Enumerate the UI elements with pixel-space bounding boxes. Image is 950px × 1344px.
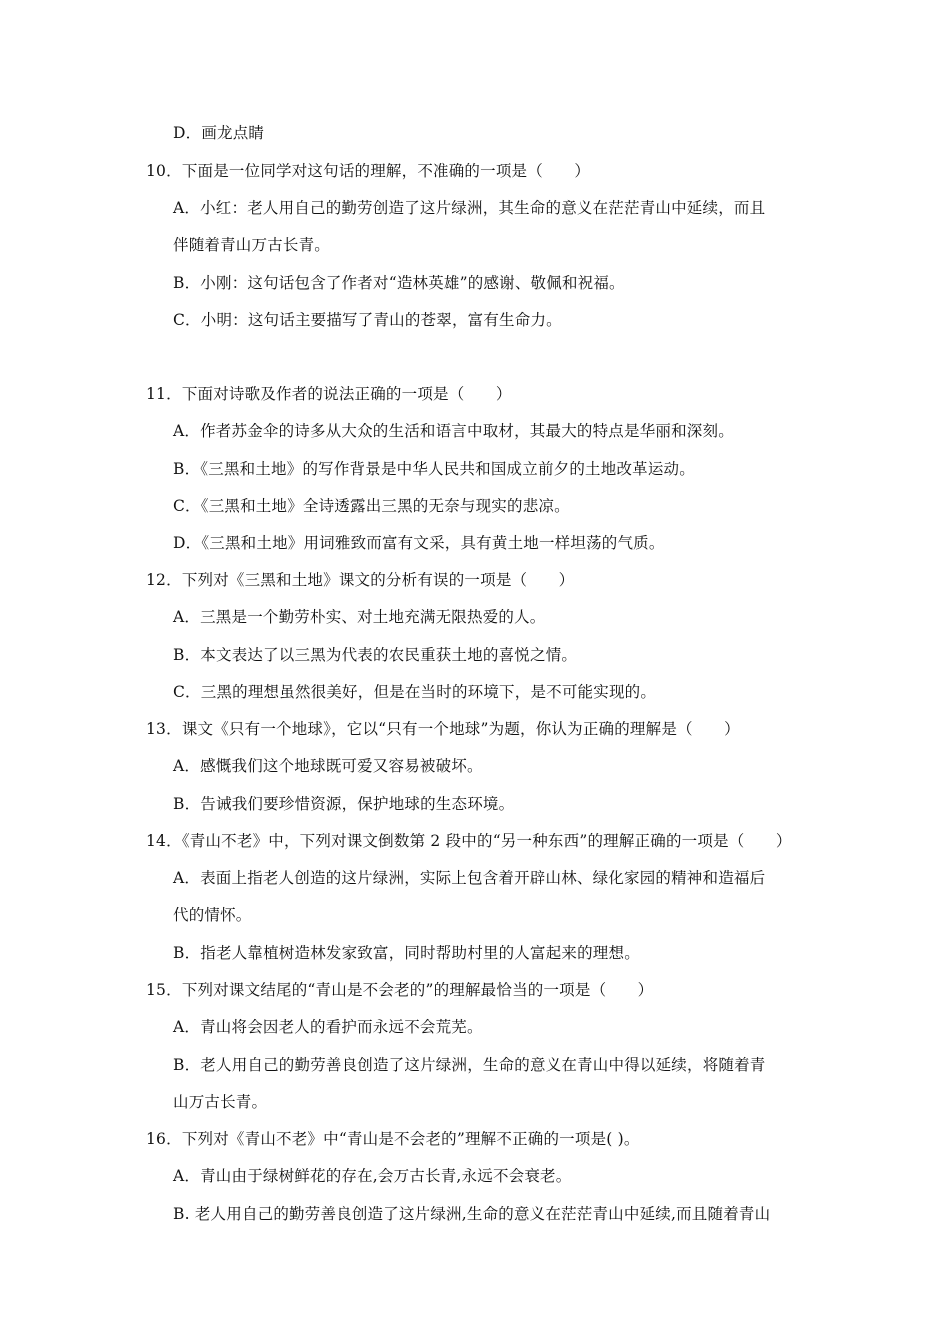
q10-option-a: A．小红：老人用自己的勤劳创造了这片绿洲，其生命的意义在茫茫青山中延续，而且 [173,199,766,217]
q16-option-b: B. 老人用自己的勤劳善良创造了这片绿洲,生命的意义在茫茫青山中延续,而且随着青山 [173,1205,771,1223]
q15-stem: 15．下列对课文结尾的“青山是不会老的”的理解最恰当的一项是（ ） [146,981,654,999]
q16-option-a: A．青山由于绿树鲜花的存在,会万古长青,永远不会衰老。 [173,1167,572,1185]
q13-option-b: B．告诫我们要珍惜资源，保护地球的生态环境。 [173,795,515,813]
q13-stem: 13．课文《只有一个地球》，它以“只有一个地球”为题，你认为正确的理解是（ ） [146,720,740,738]
q13-option-a: A．感慨我们这个地球既可爱又容易被破坏。 [173,757,483,775]
q11-option-a: A．作者苏金伞的诗多从大众的生活和语言中取材，其最大的特点是华丽和深刻。 [173,422,734,440]
q11-option-b: B．《三黑和土地》的写作背景是中华人民共和国成立前夕的土地改革运动。 [173,460,695,478]
q10-option-b: B．小刚：这句话包含了作者对“造林英雄”的感谢、敬佩和祝福。 [173,274,625,292]
q10-stem: 10．下面是一位同学对这句话的理解，不准确的一项是（ ） [146,162,591,180]
q11-option-c: C．《三黑和土地》全诗透露出三黑的无奈与现实的悲凉。 [173,497,570,515]
q12-option-b: B．本文表达了以三黑为代表的农民重获土地的喜悦之情。 [173,646,578,664]
q14-stem: 14．《青山不老》中，下列对课文倒数第 2 段中的“另一种东西”的理解正确的一项是（ ） [146,832,792,850]
q11-stem: 11．下面对诗歌及作者的说法正确的一项是（ ） [146,385,512,403]
q12-stem: 12．下列对《三黑和土地》课文的分析有误的一项是（ ） [146,571,575,589]
q14-option-a-continuation: 代的情怀。 [173,906,252,924]
q10-option-c: C．小明：这句话主要描写了青山的苍翠，富有生命力。 [173,311,562,329]
q11-option-d: D．《三黑和土地》用词雅致而富有文采，具有黄土地一样坦荡的气质。 [173,534,665,552]
q10-option-a-continuation: 伴随着青山万古长青。 [173,236,331,254]
q12-option-c: C．三黑的理想虽然很美好，但是在当时的环境下，是不可能实现的。 [173,683,657,701]
q15-option-a: A．青山将会因老人的看护而永远不会荒芜。 [173,1018,483,1036]
q16-stem: 16．下列对《青山不老》中“青山是不会老的”理解不正确的一项是( )。 [146,1130,640,1148]
q14-option-a: A．表面上指老人创造的这片绿洲，实际上包含着开辟山林、绿化家园的精神和造福后 [173,869,766,887]
q9-option-d: D．画龙点睛 [173,124,265,142]
q12-option-a: A．三黑是一个勤劳朴实、对土地充满无限热爱的人。 [173,608,546,626]
q15-option-b-continuation: 山万古长青。 [173,1093,268,1111]
q15-option-b: B．老人用自己的勤劳善良创造了这片绿洲，生命的意义在青山中得以延续，将随着青 [173,1056,766,1074]
q14-option-b: B．指老人靠植树造林发家致富，同时帮助村里的人富起来的理想。 [173,944,640,962]
